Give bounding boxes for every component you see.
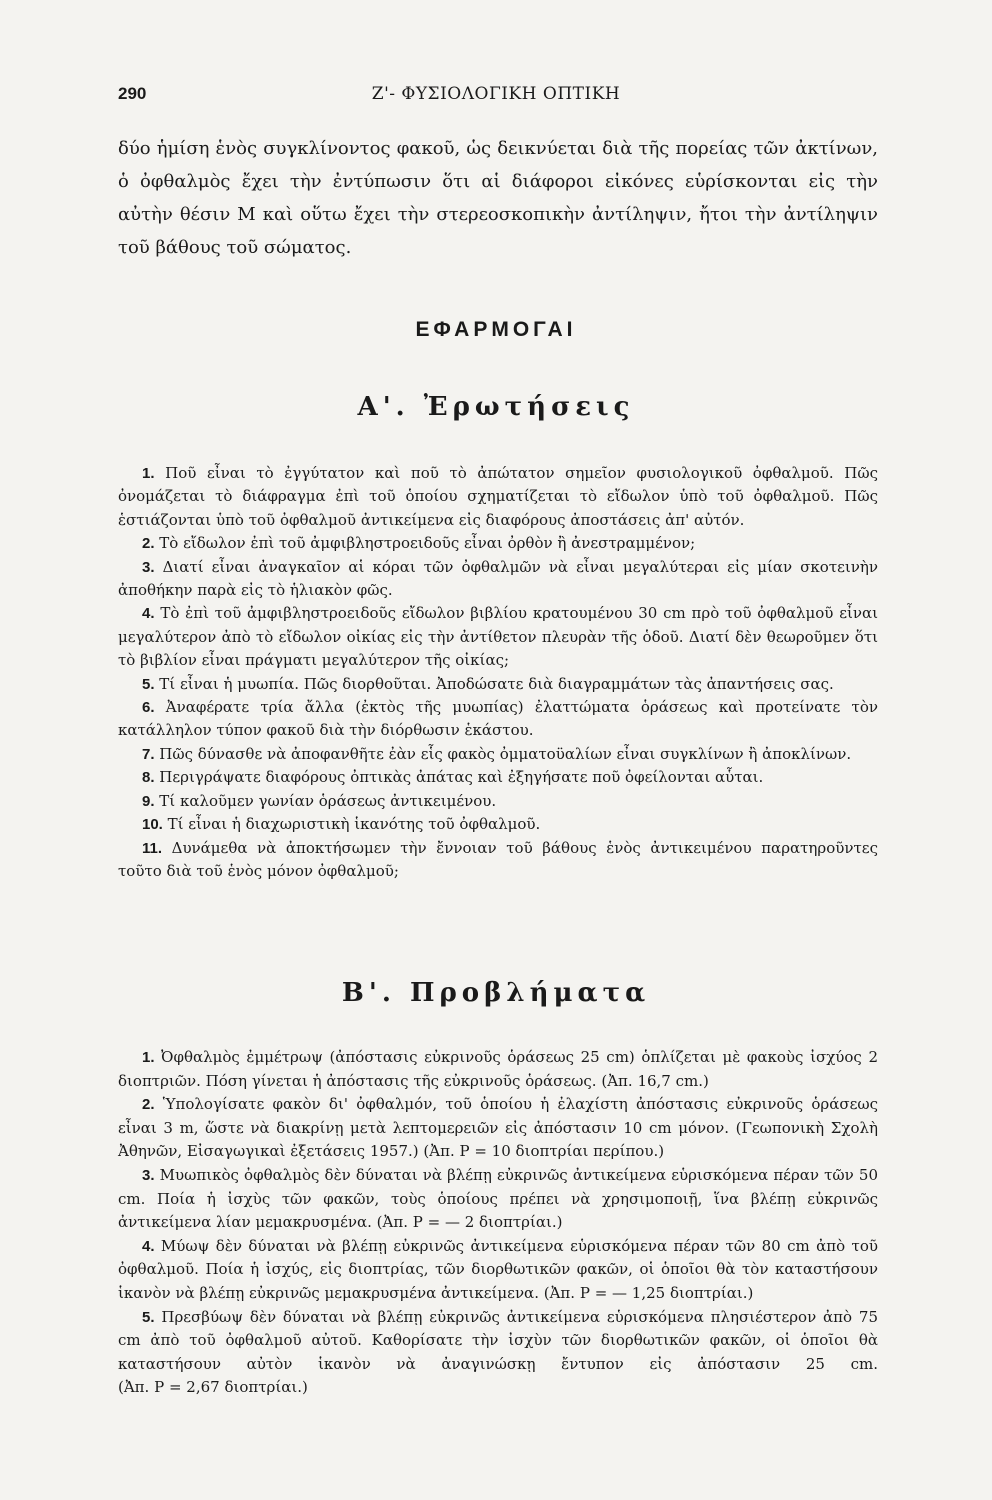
question-text: Τὸ εἴδωλον ἐπὶ τοῦ ἀμφιβληστροειδοῦς εἶναι ὀρθὸν ἢ ἀνεστραμμένον;: [159, 534, 696, 553]
question-number: 2.: [142, 535, 155, 553]
question-text: Ποῦ εἶναι τὸ ἐγγύτατον καὶ ποῦ τὸ ἀπώτατον σημεῖον φυσιολογικοῦ ὀφθαλμοῦ. Πῶς ὀνομάζεται τὸ διάφραγμα ἐπὶ τοῦ ὁποίου σχηματίζεται τὸ εἴδωλον ὑπὸ τοῦ ὀφθαλμοῦ. Πῶς ἑστιάζονται ὑπὸ τοῦ ὀφθαλμοῦ ἀντικείμενα εἰς διαφόρους ἀποστάσεις ἀπ' αὐτόν.: [118, 464, 878, 529]
problem-answer: (Ἀπ. Ρ = 10 διοπτρίαι περίπου.): [423, 1142, 665, 1161]
question-text: Τί εἶναι ἡ μυωπία. Πῶς διορθοῦται. Ἀποδώσατε διὰ διαγραμμάτων τὰς ἀπαντήσεις σας.: [159, 674, 834, 693]
problem-text: Μύωψ δὲν δύναται νὰ βλέπῃ εὐκρινῶς ἀντικείμενα εὑρισκόμενα πέραν τῶν 80 cm ἀπὸ τοῦ ὀφθαλμοῦ. Ποία ἡ ἰσχύς, εἰς διοπτρίας, τῶν διορθωτικῶν φακῶν, οἱ ὁποῖοι θὰ τὸν καταστήσουν ἱκανὸν νὰ βλέπῃ εὐκρινῶς μεμακρυσμένα ἀντικείμενα.: [118, 1236, 878, 1302]
list-item: [118, 602, 878, 672]
list-item: [118, 743, 878, 766]
problem-number: 2.: [142, 1096, 155, 1114]
list-item: [118, 462, 878, 532]
list-item: [118, 790, 878, 813]
list-item: [118, 813, 878, 836]
list-item: [118, 1235, 878, 1306]
question-text: Ἀναφέρατε τρία ἄλλα (ἐκτὸς τῆς μυωπίας) ἐλαττώματα ὁράσεως καὶ προτείνατε τὸν κατάλληλον τύπον φακοῦ διὰ τὴν διόρθωσιν ἑκάστου.: [118, 698, 878, 740]
problems-list: [118, 1046, 878, 1400]
question-text: Περιγράψατε διαφόρους ὀπτικὰς ἀπάτας καὶ ἐξηγήσατε ποῦ ὀφείλονται αὗται.: [159, 768, 764, 787]
list-item: [118, 766, 878, 789]
list-item: [118, 556, 878, 603]
list-item: [118, 696, 878, 743]
list-item: [118, 1093, 878, 1164]
question-number: 5.: [142, 675, 155, 693]
problem-number: 1.: [142, 1049, 155, 1066]
question-number: 9.: [142, 792, 155, 810]
question-number: 8.: [142, 769, 155, 787]
question-number: 3.: [142, 558, 155, 576]
problem-number: 4.: [142, 1237, 155, 1255]
problem-number: 3.: [142, 1166, 155, 1184]
list-item: [118, 1046, 878, 1093]
list-item: [118, 1164, 878, 1235]
page-number: 290: [118, 84, 147, 103]
problem-text: Ὀφθαλμὸς ἐμμέτρωψ (ἀπόστασις εὐκρινοῦς ὁράσεως 25 cm) ὁπλίζεται μὲ φακοὺς ἰσχύος 2 διοπτριῶν. Πόση γίνεται ἡ ἀπόστασις τῆς εὐκρινοῦς ὁράσεως.: [118, 1048, 878, 1090]
question-text: Τὸ ἐπὶ τοῦ ἀμφιβληστροειδοῦς εἴδωλον βιβλίου κρατουμένου 30 cm πρὸ τοῦ ὀφθαλμοῦ εἶναι μεγαλύτερον ἀπὸ τὸ εἴδωλον οἰκίας εἰς τὴν ἀντίθετον πλευρὰν τῆς ὁδοῦ. Διατί δὲν θεωροῦμεν ὅτι τὸ βιβλίον εἶναι πράγματι μεγαλύτερον τῆς οἰκίας;: [118, 604, 878, 670]
problem-answer: (Ἀπ. 16,7 cm.): [601, 1071, 709, 1090]
list-item: [118, 673, 878, 696]
list-item: [118, 1306, 878, 1400]
question-number: 10.: [142, 816, 163, 834]
questions-heading: Α'. Ἐρωτήσεις: [357, 392, 635, 422]
applications-heading: ΕΦΑΡΜΟΓΑΙ: [415, 318, 577, 341]
problem-number: 5.: [142, 1308, 155, 1326]
problem-text: Μυωπικὸς ὀφθαλμὸς δὲν δύναται νὰ βλέπῃ εὐκρινῶς ἀντικείμενα εὑρισκόμενα πέραν τῶν 50 cm. Ποία ἡ ἰσχὺς τῶν φακῶν, τοὺς ὁποίους πρέπει νὰ χρησιμοποιῇ, ἵνα βλέπῃ εὐκρινῶς ἀντικείμενα λίαν μεμακρυσμένα.: [118, 1165, 878, 1232]
problem-answer: (Ἀπ. Ρ = — 2 διοπτρίαι.): [376, 1213, 563, 1232]
list-item: [118, 837, 878, 884]
question-text: Τί καλοῦμεν γωνίαν ὁράσεως ἀντικειμένου.: [159, 791, 497, 810]
question-number: 6.: [142, 699, 155, 717]
questions-list: [118, 462, 878, 883]
problems-heading: Β'. Προβλήματα: [341, 978, 651, 1008]
question-number: 11.: [142, 839, 163, 857]
question-number: 1.: [142, 465, 155, 482]
problem-answer: (Ἀπ. Ρ = 2,67 διοπτρίαι.): [118, 1378, 308, 1397]
page-header: [118, 84, 874, 114]
question-number: 7.: [142, 745, 155, 763]
problem-text: Πρεσβύωψ δὲν δύναται νὰ βλέπῃ εὐκρινῶς ἀντικείμενα εὑρισκόμενα πλησιέστερον ἀπὸ 75 cm ἀπὸ τοῦ ὀφθαλμοῦ αὐτοῦ. Καθορίσατε τὴν ἰσχὺν τῶν διορθωτικῶν φακῶν, οἱ ὁποῖοι θὰ καταστήσουν αὐτὸν ἱκανὸν νὰ ἀναγινώσκῃ ἔντυπον εἰς ἀπόστασιν 25 cm.: [118, 1307, 878, 1373]
running-title: Ζ'- ΦΥΣΙΟΛΟΓΙΚΗ ΟΠΤΙΚΗ: [371, 84, 621, 104]
question-number: 4.: [142, 605, 155, 623]
question-text: Δυνάμεθα νὰ ἀποκτήσωμεν τὴν ἔννοιαν τοῦ βάθους ἑνὸς ἀντικειμένου παρατηροῦντες τοῦτο διὰ τοῦ ἑνὸς μόνον ὀφθαλμοῦ;: [118, 838, 878, 880]
question-text: Διατί εἶναι ἀναγκαῖον αἱ κόραι τῶν ὀφθαλμῶν νὰ εἶναι μεγαλύτεραι εἰς μίαν σκοτεινὴν ἀποθήκην παρὰ εἰς τὸ ἡλιακὸν φῶς.: [118, 557, 878, 600]
problem-text: Ὑπολογίσατε φακὸν δι' ὀφθαλμόν, τοῦ ὁποίου ἡ ἐλαχίστη ἀπόστασις εὐκρινοῦς ὁράσεως εἶναι 3 m, ὥστε νὰ διακρίνῃ μετὰ λεπτομερειῶν εἰς ἀπόστασιν 10 cm μόνον. (Γεωπονικὴ Σχολὴ Ἀθηνῶν, Εἰσαγωγικαὶ ἐξετάσεις 1957.): [118, 1095, 878, 1161]
question-text: Τί εἶναι ἡ διαχωριστικὴ ἱκανότης τοῦ ὀφθαλμοῦ.: [167, 815, 541, 834]
list-item: [118, 532, 878, 555]
problem-answer: (Ἀπ. Ρ = — 1,25 διοπτρίαι.): [543, 1283, 754, 1302]
intro-paragraph: δύο ἡμίση ἑνὸς συγκλίνοντος φακοῦ, ὡς δεικνύεται διὰ τῆς πορείας τῶν ἀκτίνων, ὁ ὀφθαλμὸς ἔχει τὴν ἐντύπωσιν ὅτι αἱ διάφοροι εἰκόνες εὑρίσκονται εἰς τὴν αὐτὴν θέσιν Μ καὶ οὕτω ἔχει τὴν στερεοσκοπικὴν ἀντίληψιν, ἤτοι τὴν ἀντίληψιν τοῦ βάθους τοῦ σώματος.: [118, 138, 878, 258]
question-text: Πῶς δύνασθε νὰ ἀποφανθῆτε ἐὰν εἷς φακὸς ὀμματοϋαλίων εἶναι συγκλίνων ἢ ἀποκλίνων.: [159, 744, 852, 763]
